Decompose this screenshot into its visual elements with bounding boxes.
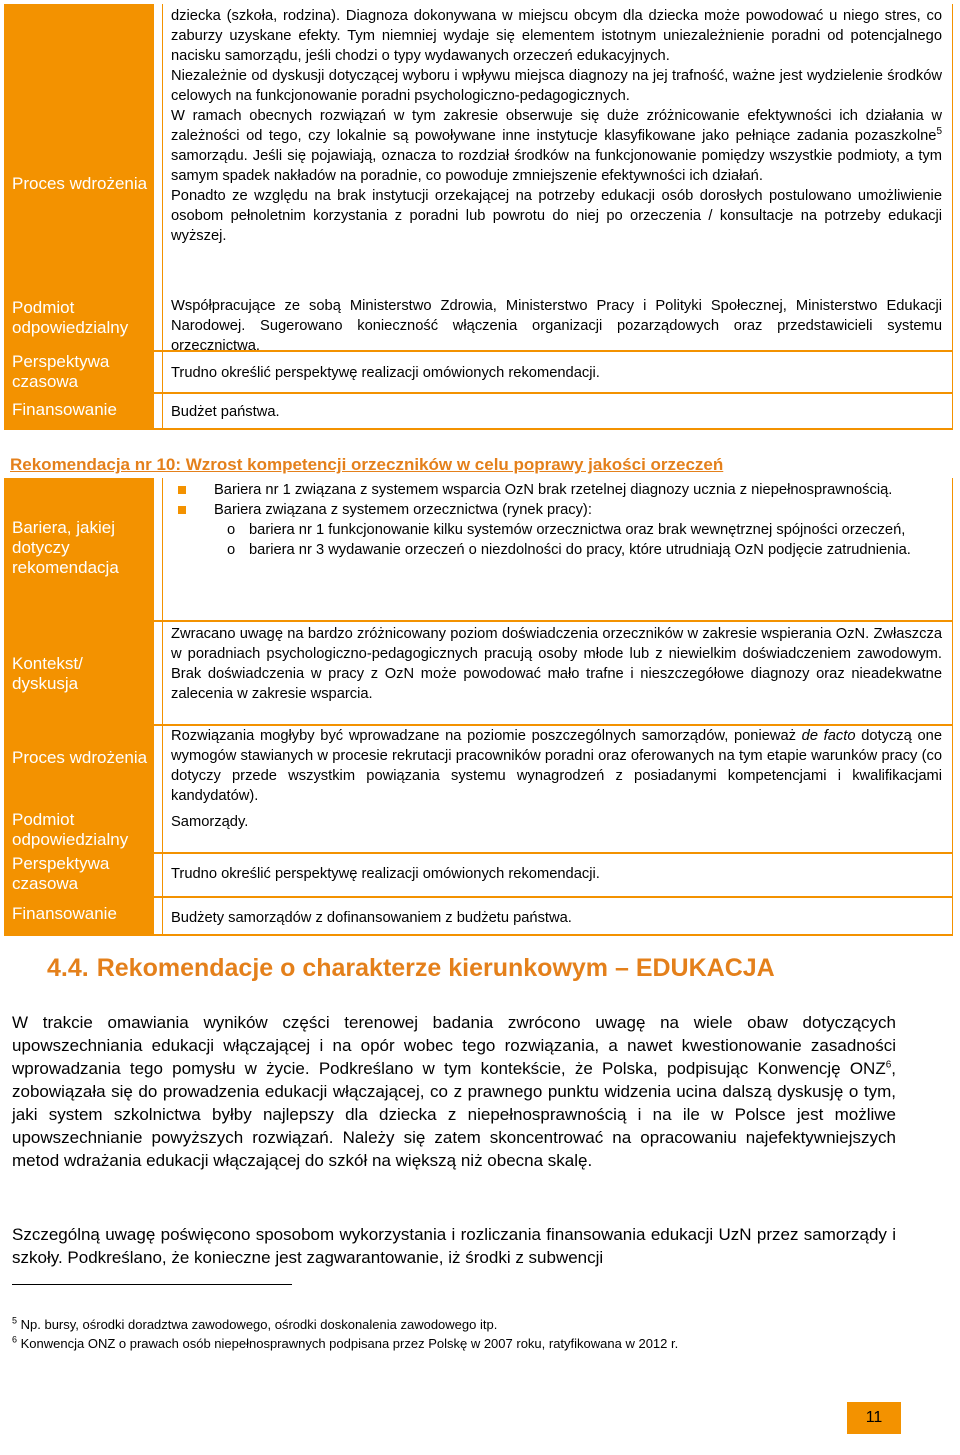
table-row [4, 4, 953, 288]
table-row [4, 726, 953, 810]
list-item: Bariera nr 1 związana z systemem wsparcia OzN brak rzetelnej diagnozy ucznia z niepełnosprawnością. [171, 480, 942, 500]
circle-bullet-icon: o [227, 542, 236, 558]
circle-bullet-icon: o [227, 522, 236, 538]
financing-cell: Budżet państwa. [162, 394, 953, 428]
page-number: 11 [847, 1402, 901, 1434]
context-paragraph: dziecka (szkoła, rodzina). Diagnoza dokonywana w miejscu obcym dla dziecka może powodować u niego stres, co zaburzy uzyskane efekty. Tym niemniej wydaje się elementem istotnym uniezależnienie poradni od potencjalnego nacisku samorządu, jeśli chodzi o typy wydawanych orzeczeń edukacyjnych. [171, 8, 942, 64]
recommendation-table-9 [4, 4, 953, 430]
recommendation-table-10 [4, 478, 953, 936]
table-row [4, 854, 953, 898]
barrier-cell [162, 478, 953, 620]
footnote: $^5$ Np. bursy, ośrodki doradztwa zawodowego, ośrodki doskonalenia zawodowego itp. [12, 1315, 498, 1332]
row-label-context: Kontekst/ dyskusja [4, 622, 154, 724]
row-label-responsible: Podmiot odpowiedzialny [4, 288, 154, 350]
process-cell: Rozwiązania mogłyby być wprowadzane na poziomie poszczególnych samorządów, ponieważ de facto dotyczą one wymogów stawianych w procesie rekrutacji pracowników poradni oraz oferowanych na tym etapie warunków pracy (co dotyczy przede wszystkim powiązania systemu wynagrodzeń z posiadanymi kompetencjami i kwalifikacjami kandydatów). [162, 726, 953, 810]
list-item: o bariera nr 1 funkcjonowanie kilku systemów orzecznictwa oraz brak wewnętrznej spójności orzeczeń, [227, 522, 906, 538]
list-item: Bariera związana z systemem orzecznictwa (rynek pracy): [171, 500, 942, 520]
bullet-square-icon [178, 506, 186, 514]
table-row [4, 898, 953, 936]
time-cell: Trudno określić perspektywę realizacji omówionych rekomendacji. [162, 352, 953, 392]
row-label-process: Proces wdrożenia [4, 4, 154, 288]
footnote-ref: 5 [936, 126, 942, 138]
footnote-divider [12, 1284, 292, 1285]
row-label-time: Perspektywa czasowa [4, 352, 154, 392]
footnote: $^6$ Konwencja ONZ o prawach osób niepełnosprawnych podpisana przez Polskę w 2007 roku, ratyfikowana w 2012 r. [12, 1334, 679, 1351]
row-label-responsible: Podmiot odpowiedzialny [4, 810, 154, 852]
context-paragraph: Ponadto ze względu na brak instytucji orzekającej na potrzeby edukacji osób dorosłych postulowano umożliwienie osobom pełnoletnim korzystania z poradni lub powrotu do niej po orzeczenia / konsultacje na potrzeby edukacji wyższej. [171, 188, 942, 244]
table-row [4, 288, 953, 352]
table-row [4, 478, 953, 622]
barrier-list [171, 480, 942, 520]
table-row [4, 352, 953, 394]
responsible-cell: Współpracujące ze sobą Ministerstwo Zdrowia, Ministerstwo Pracy i Polityki Społecznej, Ministerstwo Edukacji Narodowej. Sugerowano konieczność włączenia organizacji pozarządowych oraz przedstawicieli systemu orzecznictwa. [162, 288, 953, 350]
table-row [4, 394, 953, 430]
body-paragraph: Szczególną uwagę poświęcono sposobom wykorzystania i rozliczania finansowania edukacji UzN przez samorządy i szkoły. Podkreślano, że konieczne jest zagwarantowanie, iż środki z subwencji [12, 1225, 896, 1267]
row-label-barrier: Bariera, jakiej dotyczy rekomendacja [4, 478, 154, 620]
sub-barrier-list [171, 520, 942, 560]
context-cell [162, 4, 953, 288]
table-row [4, 810, 953, 854]
section-number: 4.4. [47, 954, 89, 982]
responsible-cell: Samorządy. [162, 810, 953, 852]
bullet-square-icon [178, 486, 186, 494]
footnote-ref: 6 [885, 1059, 892, 1071]
context-paragraph: W ramach obecnych rozwiązań w tym zakresie obserwuje się duże zróżnicowanie efektywności ich działania w zależności od tego, czy lokalnie są powoływane inne instytucje klasyfikowane jako pełniące zadania pozaszkolne$^5$ samorządu. Jeśli się pojawiają, oznacza to rozdział środków na funkcjonowanie pomiędzy wszystkie podmioty, a tym samym spadek nakładów na poradnie, co powoduje zmniejszenie efektywności ich działań. [171, 108, 942, 184]
body-paragraph: W trakcie omawiania wyników części terenowej badania zwrócono uwagę na wiele obaw dotyczących upowszechniania edukacji włączającej i na opór wobec tego rozwiązania, a nawet kwestionowanie zasadności wprowadzania tego pomysłu w życie. Podkreślano w tym kontekście, że Polska, podpisując Konwencję ONZ$^6$, zobowiązała się do prowadzenia edukacji włączającej, co z prawnego punktu widzenia ucina dalszą dyskusję o tym, jaki system szkolnictwa byłby najlepszy dla dziecka z niepełnosprawnością i na ile w Polsce jest możliwe upowszechnianie powyższych rozwiązań. Należy się zatem skoncentrować na opracowaniu najefektywniejszych metod wdrażania edukacji włączającej do szkół na większą niż obecna skalę. [12, 1013, 896, 1170]
table-row [4, 622, 953, 726]
row-label-financing: Finansowanie [4, 898, 154, 934]
section-heading [47, 952, 775, 984]
row-label-financing: Finansowanie [4, 394, 154, 428]
time-cell: Trudno określić perspektywę realizacji omówionych rekomendacji. [162, 854, 953, 896]
list-item: o bariera nr 3 wydawanie orzeczeń o niezdolności do pracy, które utrudniają OzN podjęcie zatrudnienia. [227, 542, 911, 558]
context-paragraph: Niezależnie od dyskusji dotyczącej wyboru i wpływu miejsca diagnozy na jej trafność, ważne jest wydzielenie środków celowych na funkcjonowanie poradni psychologiczno-pedagogicznych. [171, 68, 942, 104]
context-cell: Zwracano uwagę na bardzo zróżnicowany poziom doświadczenia orzeczników w zakresie wspierania OzN. Zwłaszcza w poradniach psychologiczno-pedagogicznych pracują osoby młode lub z niewielkim doświadczeniem zawodowym. Brak doświadczenia w pracy z OzN może powodować mało trafne i nieszczegółowe diagnozy oraz nieadekwatne zalecenia w zakresie wsparcia. [162, 622, 953, 724]
section-title: Rekomendacje o charakterze kierunkowym – EDUKACJA [96, 954, 775, 982]
row-label-time: Perspektywa czasowa [4, 854, 154, 896]
row-label-process: Proces wdrożenia [4, 726, 154, 810]
recommendation-10-title: Rekomendacja nr 10: Wzrost kompetencji orzeczników w celu poprawy jakości orzeczeń [10, 455, 724, 474]
financing-cell: Budżety samorządów z dofinansowaniem z budżetu państwa. [162, 898, 953, 934]
